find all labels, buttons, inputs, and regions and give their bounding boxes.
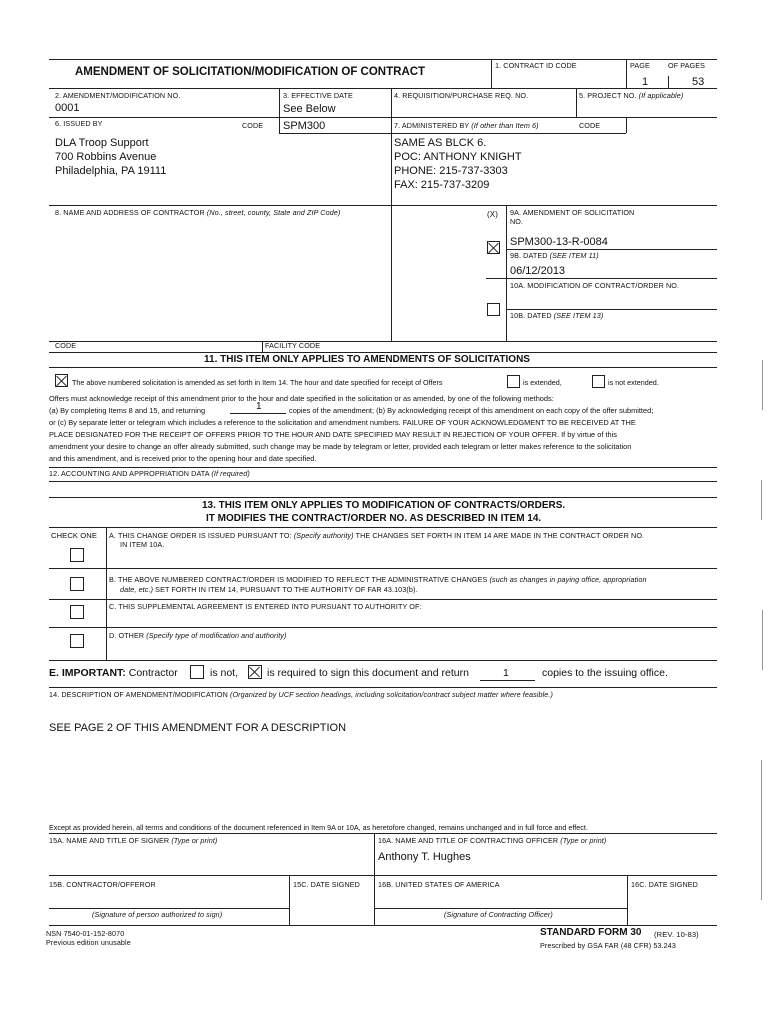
- item-16a-value: Anthony T. Hughes: [378, 851, 471, 863]
- admin-line-1: SAME AS BLCK 6.: [394, 137, 487, 149]
- item-15b-label: 15B. CONTRACTOR/OFFEROR: [49, 880, 156, 889]
- item-11-para-6: and this amendment, and is received prior to the opening hour and date specified.: [49, 454, 317, 463]
- important-is-not-label: is not,: [210, 667, 239, 679]
- effective-date-value: See Below: [283, 103, 336, 115]
- administered-by-label: 7. ADMINISTERED BY (If other than Item 6): [394, 121, 539, 130]
- scan-artifact: [761, 480, 762, 520]
- item-14-text: SEE PAGE 2 OF THIS AMENDMENT FOR A DESCRIPTION: [49, 722, 347, 734]
- item-9b-value: 06/12/2013: [510, 265, 566, 277]
- item-11-para-2a: (a) By completing Items 8 and 15, and returning: [49, 406, 206, 415]
- amendment-no-value: 0001: [55, 102, 80, 114]
- important-is-not-checkbox[interactable]: [190, 665, 204, 679]
- item-15c-label: 15C. DATE SIGNED: [293, 880, 360, 889]
- item-10a-label: 10A. MODIFICATION OF CONTRACT/ORDER NO.: [510, 281, 680, 290]
- item-9a-label-no: NO.: [510, 217, 524, 226]
- contractor-code-label: CODE: [55, 341, 77, 350]
- item-16a-label: 16A. NAME AND TITLE OF CONTRACTING OFFICER (Type or print): [378, 836, 607, 845]
- item-13c-line: C. THIS SUPPLEMENTAL AGREEMENT IS ENTERED INTO PURSUANT TO AUTHORITY OF:: [109, 602, 422, 611]
- item-15a-label: 15A. NAME AND TITLE OF SIGNER (Type or print): [49, 836, 218, 845]
- item-11-line-1: The above numbered solicitation is amended as set forth in Item 14. The hour and date specified for receipt of Offers: [72, 378, 443, 387]
- item-13b-line-1: B. THE ABOVE NUMBERED CONTRACT/ORDER IS MODIFIED TO REFLECT THE ADMINISTRATIVE CHANGES (such as changes in paying office, appropriation: [109, 575, 647, 584]
- signature-person-caption: (Signature of person authorized to sign): [92, 910, 223, 919]
- important-copies: 1: [503, 667, 509, 679]
- important-label: E. IMPORTANT: Contractor: [49, 667, 178, 679]
- requisition-label: 4. REQUISITION/PURCHASE REQ. NO.: [394, 91, 529, 100]
- issuer-line-2: 700 Robbins Avenue: [55, 151, 157, 163]
- item-11-para-4: PLACE DESIGNATED FOR THE RECEIPT OF OFFERS PRIOR TO THE HOUR AND DATE SPECIFIED MAY RESULT IN REJECTION OF YOUR OFFER. If by virtue of this: [49, 430, 617, 439]
- previous-edition-text: Previous edition unusable: [46, 938, 131, 947]
- item-14-label: 14. DESCRIPTION OF AMENDMENT/MODIFICATION (Organized by UCF section headings, including solicitation/contract subject matter where feasible.): [49, 690, 553, 699]
- item-11-amended-checkbox[interactable]: [55, 374, 68, 387]
- is-extended-label: is extended,: [523, 378, 562, 387]
- except-text: Except as provided herein, all terms and conditions of the document referenced in Item 9A or 10A, as heretofore changed, remains unchanged and in full force and effect.: [49, 823, 588, 832]
- issued-by-label: 6. ISSUED BY: [55, 119, 103, 128]
- issued-code-label: CODE: [242, 121, 264, 130]
- important-tail: copies to the issuing office.: [542, 667, 668, 679]
- x-column-label: (X): [487, 210, 498, 219]
- item-9a-label: 9A. AMENDMENT OF SOLICITATION: [510, 208, 635, 217]
- issuer-line-1: DLA Troop Support: [55, 137, 149, 149]
- item-11-heading: 11. THIS ITEM ONLY APPLIES TO AMENDMENTS OF SOLICITATIONS: [204, 354, 530, 365]
- issued-code-value: SPM300: [283, 120, 326, 132]
- item-11-para-3: or (c) By separate letter or telegram which includes a reference to the solicitation and amendment numbers. FAILURE OF YOUR ACKNOWLEDGMENT TO BE RECEIVED AT THE: [49, 418, 636, 427]
- project-no-label: 5. PROJECT NO. (If applicable): [579, 91, 684, 100]
- of-pages-label: OF PAGES: [668, 61, 706, 70]
- admin-line-3: PHONE: 215-737-3303: [394, 165, 508, 177]
- item-11-copies: 1: [256, 401, 262, 412]
- scan-artifact: [762, 610, 763, 670]
- is-extended-checkbox[interactable]: [507, 375, 520, 388]
- item-13c-checkbox[interactable]: [70, 605, 84, 619]
- amendment-no-label: 2. AMENDMENT/MODIFICATION NO.: [55, 91, 181, 100]
- is-not-extended-label: is not extended.: [608, 378, 659, 387]
- important-is-required-label: is required to sign this document and return: [267, 667, 469, 679]
- item-13b-checkbox[interactable]: [70, 577, 84, 591]
- signature-officer-caption: (Signature of Contracting Officer): [444, 910, 553, 919]
- check-one-label: CHECK ONE: [51, 531, 98, 540]
- item-13a-line-2: IN ITEM 10A.: [120, 540, 165, 549]
- item-11-para-1: Offers must acknowledge receipt of this amendment prior to the hour and date specified in the solicitation or as amended, by one of the following methods:: [49, 394, 554, 403]
- contractor-label: 8. NAME AND ADDRESS OF CONTRACTOR (No., street, county, State and ZIP Code): [55, 208, 341, 217]
- item-16c-label: 16C. DATE SIGNED: [631, 880, 698, 889]
- item-9b-label: 9B. DATED (SEE ITEM 11): [510, 251, 599, 260]
- important-is-required-checkbox[interactable]: [248, 665, 262, 679]
- contract-id-code-label: 1. CONTRACT ID CODE: [495, 61, 577, 70]
- item-11-para-2b: copies of the amendment; (b) By acknowledging receipt of this amendment on each copy of the offer submitted;: [289, 406, 654, 415]
- admin-line-4: FAX: 215-737-3209: [394, 179, 490, 191]
- page-label: PAGE: [630, 61, 650, 70]
- item-9-checkbox[interactable]: [487, 241, 500, 254]
- facility-code-label: FACILITY CODE: [265, 341, 321, 350]
- item-16b-label: 16B. UNITED STATES OF AMERICA: [378, 880, 500, 889]
- standard-form-title: STANDARD FORM 30: [540, 927, 642, 938]
- nsn-text: NSN 7540-01-152-8070: [46, 929, 125, 938]
- page-number: 1: [642, 76, 649, 88]
- issuer-line-3: Philadelphia, PA 19111: [55, 165, 167, 177]
- item-13-heading-1: 13. THIS ITEM ONLY APPLIES TO MODIFICATION OF CONTRACTS/ORDERS.: [202, 500, 566, 511]
- item-13d-checkbox[interactable]: [70, 634, 84, 648]
- form-title: AMENDMENT OF SOLICITATION/MODIFICATION OF CONTRACT: [75, 66, 426, 78]
- item-13b-line-2: date, etc.) SET FORTH IN ITEM 14, PURSUANT TO THE AUTHORITY OF FAR 43.103(b).: [120, 585, 418, 594]
- item-13a-line-1: A. THIS CHANGE ORDER IS ISSUED PURSUANT TO: (Specify authority) THE CHANGES SET FORTH IN ITEM 14 ARE MADE IN THE CONTRACT ORDER NO.: [109, 531, 645, 540]
- item-10b-label: 10B. DATED (SEE ITEM 13): [510, 311, 604, 320]
- scan-artifact: [762, 360, 763, 410]
- item-12-label: 12. ACCOUNTING AND APPROPRIATION DATA (If required): [49, 469, 250, 478]
- item-9a-value: SPM300-13-R-0084: [510, 236, 608, 248]
- item-13d-line: D. OTHER (Specify type of modification and authority): [109, 631, 287, 640]
- prescribed-text: Prescribed by GSA FAR (48 CFR) 53.243: [540, 941, 676, 950]
- admin-line-2: POC: ANTHONY KNIGHT: [394, 151, 522, 163]
- item-13-heading-2: IT MODIFIES THE CONTRACT/ORDER NO. AS DESCRIBED IN ITEM 14.: [206, 513, 542, 524]
- item-11-para-5: amendment your desire to change an offer already submitted, such change may be made by telegram or letter, provided each telegram or letter makes reference to the solicitation: [49, 442, 632, 451]
- item-10-checkbox[interactable]: [487, 303, 500, 316]
- administered-code-label: CODE: [579, 121, 601, 130]
- is-not-extended-checkbox[interactable]: [592, 375, 605, 388]
- standard-form-rev: (REV. 10-83): [654, 930, 699, 939]
- total-pages: 53: [692, 76, 705, 88]
- effective-date-label: 3. EFFECTIVE DATE: [283, 91, 353, 100]
- scan-artifact: [761, 760, 762, 900]
- item-13a-checkbox[interactable]: [70, 548, 84, 562]
